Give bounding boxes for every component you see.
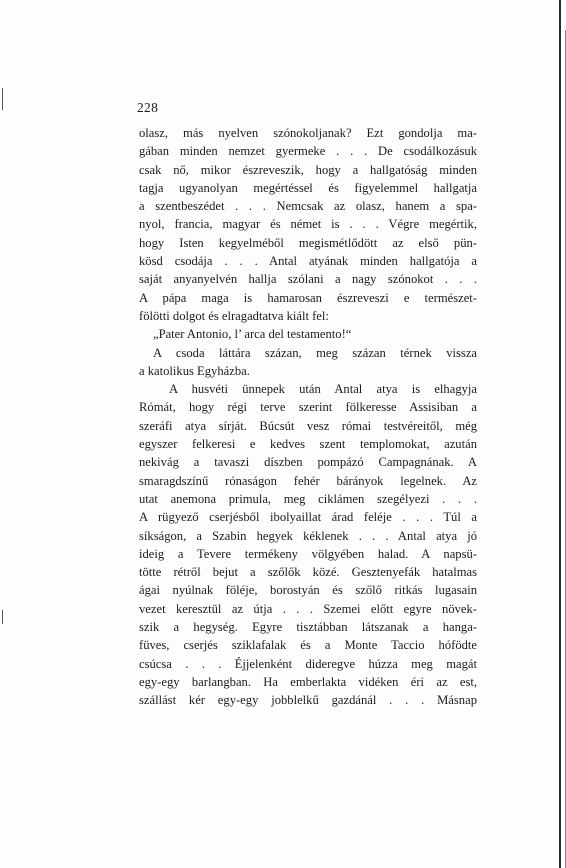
text-line: síkságon, a Szabin hegyek kéklenek . . . Antal atya jó	[139, 528, 477, 543]
text-line: szeráfi atya sírját. Búcsút vesz római testvéreitől, még	[139, 418, 477, 433]
text-line: csúcsa . . . Éjjelenként dideregve húzza meg magát	[139, 656, 477, 671]
text-line: olasz, más nyelven szónokoljanak? Ezt gondolja ma-	[139, 126, 477, 140]
text-line: kösd csodája . . . Antal atyának minden hallgatója a	[139, 254, 477, 269]
text-line: gában minden nemzet gyermeke . . . De csodálkozásuk	[139, 144, 477, 159]
text-line: smaragdszínű rónaságon fehér bárányok legelnek. Az	[139, 473, 477, 488]
text-line: egy-egy barlangban. Ha emberlakta vidéken éri az est,	[139, 674, 477, 689]
left-edge-mark	[2, 610, 3, 624]
text-line: a szentbeszédet . . . Nemcsak az olasz, hanem a spa-	[139, 199, 477, 214]
text-line: utat anemona primula, meg ciklámen szegélyezi . . .	[139, 491, 477, 506]
text-line: tötte rétről bejut a szőlők közé. Gesztenyefák hatalmas	[139, 565, 477, 580]
left-edge-mark	[2, 88, 3, 110]
body-text	[139, 124, 477, 710]
text-line: füves, cserjés sziklafalak és a Monte Taccio hófödte	[139, 638, 477, 653]
text-line: szállást kér egy-egy jobblelkű gazdánál . . . Másnap	[139, 693, 477, 708]
text-line: A pápa maga is hamarosan észreveszi e természet-	[139, 290, 477, 305]
text-line: nekivág a tavaszi díszben pompázó Campagnának. A	[139, 455, 477, 470]
text-line: ideig a Tevere termékeny völgyében halad. A napsü-	[139, 546, 477, 561]
page-edge-shadow	[559, 0, 561, 868]
text-line: hogy Isten kegyelméből megismétlődött az első pün-	[139, 235, 477, 250]
text-line: a katolikus Egyházba.	[139, 363, 250, 378]
text-line: saját anyanyelvén hallja szólani a nagy szónokot . . .	[139, 272, 477, 287]
text-line: tagja ugyanolyan megértéssel és figyelemmel hallgatja	[139, 180, 477, 195]
text-line: egyszer felkeresi e kedves szent templomokat, azután	[139, 437, 477, 452]
text-line: ágai nyúlnak föléje, borostyán és szőlő ritkás lugasain	[139, 583, 477, 598]
text-line: Rómát, hogy régi terve szerint fölkeresse Assisiban a	[139, 400, 477, 415]
text-line: A rügyező cserjésből ibolyaillat árad feléje . . . Túl a	[139, 510, 477, 525]
text-line: nyol, francia, magyar és német is . . . Végre megértik,	[139, 217, 477, 232]
text-line: „Pater Antonio, l’ arca del testamento!“	[153, 327, 352, 342]
text-line: A csoda láttára százan, meg százan térnek vissza	[153, 345, 477, 360]
text-line: szik a hegység. Egyre tisztábban látszanak a hanga-	[139, 620, 477, 635]
text-line: A husvéti ünnepek után Antal atya is elhagyja	[169, 382, 477, 397]
text-line: csak nő, mikor észreveszik, hogy a hallgatóság minden	[139, 162, 477, 177]
text-line: vezet keresztül az útja . . . Szemei előtt egyre növek-	[139, 601, 477, 616]
text-line: fölötti dolgot és elragadtatva kiált fel:	[139, 308, 329, 323]
page-number: 228	[137, 100, 159, 115]
